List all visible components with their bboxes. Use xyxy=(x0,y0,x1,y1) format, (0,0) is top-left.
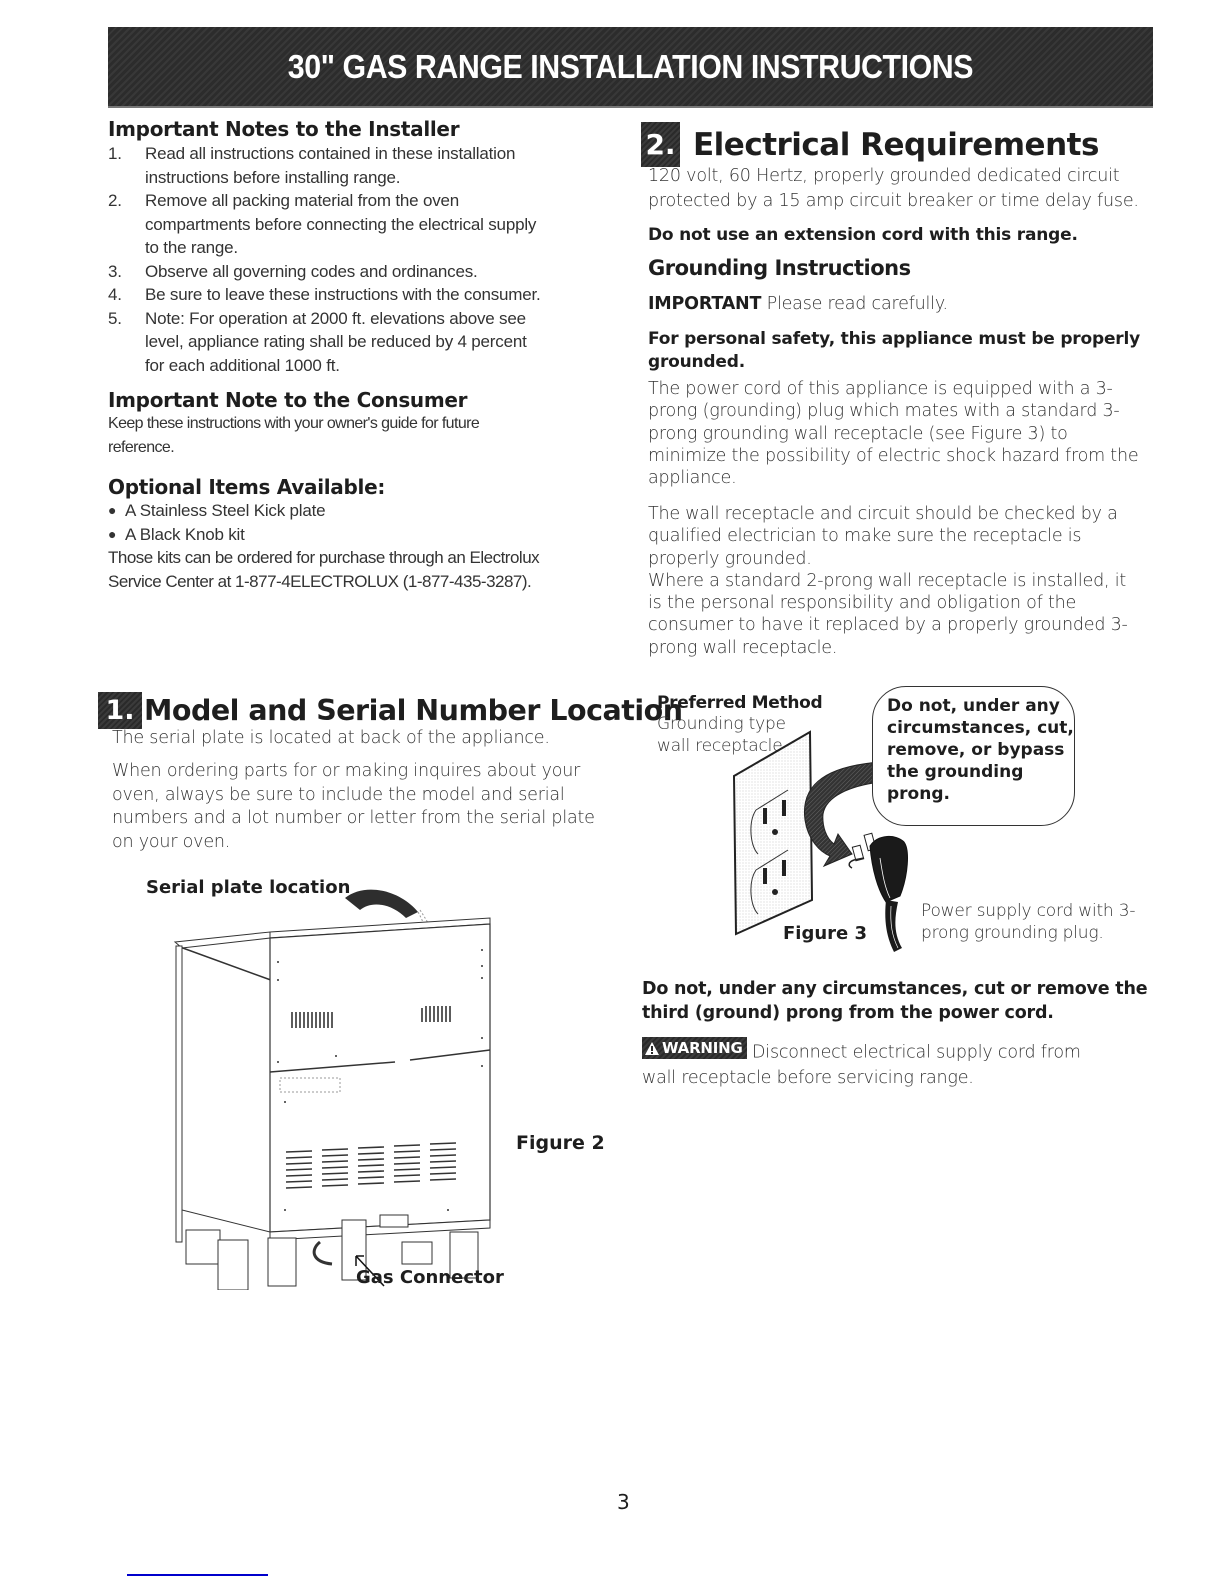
item-text: A Black Knob kit xyxy=(125,524,245,544)
electrical-spec-text xyxy=(648,164,1158,214)
text-line: grounded. xyxy=(648,352,745,372)
item-line: Remove all packing material from the oven xyxy=(145,191,460,210)
item-line: level, appliance rating shall be reduced by 4 percent xyxy=(145,332,527,351)
serial-arrow-icon xyxy=(345,890,418,918)
consumer-note-section xyxy=(108,388,608,460)
item-number: 5. xyxy=(108,308,122,328)
text-line: protected by a 15 amp circuit breaker or time delay fuse. xyxy=(648,191,1139,211)
receptacle-check-text xyxy=(648,503,1168,659)
text-line: is the personal responsibility and obligation of the xyxy=(648,593,1077,614)
page-banner xyxy=(108,27,1153,108)
text-line: prong grounding plug. xyxy=(921,923,1104,943)
text-line: wall receptacle xyxy=(657,736,783,756)
consumer-note-text xyxy=(108,412,608,460)
text-line: Keep these instructions with your owner's guide for future xyxy=(108,415,480,432)
text-line: wall receptacle before servicing range. xyxy=(642,1067,974,1088)
installer-notes-heading: Important Notes to the Installer xyxy=(108,117,460,141)
list-item xyxy=(108,523,618,547)
text-line: prong grounding wall receptacle (see Figure 3) to xyxy=(648,423,1068,444)
important-text: Please read carefully. xyxy=(761,294,948,314)
text-line: Disconnect electrical supply cord from xyxy=(746,1042,1081,1063)
callout-bubble xyxy=(872,686,1075,826)
section-title: Electrical Requirements xyxy=(693,126,1099,163)
text-line: 120 volt, 60 Hertz, properly grounded dedicated circuit xyxy=(648,166,1120,186)
warning-badge xyxy=(642,1037,747,1059)
page-title: 30" GAS RANGE INSTALLATION INSTRUCTIONS xyxy=(287,47,974,85)
text-line: When ordering parts for or making inquires about your xyxy=(112,761,581,781)
page-number: 3 xyxy=(617,1490,630,1514)
list-item xyxy=(108,142,608,189)
prong-warning-text xyxy=(642,977,1162,1025)
item-number: 2. xyxy=(108,191,122,210)
text-line: Grounding type xyxy=(657,714,786,734)
item-text: A Stainless Steel Kick plate xyxy=(125,501,326,520)
text-line: the grounding xyxy=(887,762,1024,782)
item-line: Observe all governing codes and ordinances. xyxy=(145,261,478,281)
text-line: The power cord of this appliance is equipped with a 3- xyxy=(648,379,1113,399)
text-line: properly grounded. xyxy=(648,548,812,569)
item-line: compartments before connecting the electrical supply xyxy=(145,214,537,234)
bullet-icon: ● xyxy=(108,502,117,518)
text-line: Do not, under any xyxy=(887,696,1060,716)
item-number: 4. xyxy=(108,285,122,304)
plug-icon xyxy=(870,836,907,902)
list-item xyxy=(108,307,608,378)
text-line: Power supply cord with 3- xyxy=(921,901,1136,921)
figure-3-caption: Figure 3 xyxy=(783,923,868,944)
important-label: IMPORTANT xyxy=(648,294,762,314)
figure-2-caption: Figure 2 xyxy=(516,1132,605,1154)
text-line: oven, always be sure to include the model and serial xyxy=(112,784,565,805)
text-line: third (ground) prong from the power cord. xyxy=(642,1003,1054,1023)
item-number: 3. xyxy=(108,261,122,281)
serial-plate-text: The serial plate is located at back of the appliance. xyxy=(112,728,550,748)
installer-notes-section xyxy=(108,117,608,377)
consumer-note-heading: Important Note to the Consumer xyxy=(108,388,468,412)
text-line: prong wall receptacle. xyxy=(648,637,838,658)
bullet-icon: ● xyxy=(108,525,117,542)
list-item xyxy=(108,260,608,284)
preferred-method-title: Preferred Method xyxy=(657,693,823,713)
optional-items-heading: Optional Items Available: xyxy=(108,475,386,499)
text-line: Where a standard 2-prong wall receptacle is installed, it xyxy=(648,570,1127,591)
text-line: For personal safety, this appliance must be properly xyxy=(648,329,1140,349)
text-line: Do not, under any circumstances, cut or remove the xyxy=(642,979,1148,999)
item-line: for each additional 1000 ft. xyxy=(145,355,340,375)
text-line: qualified electrician to make sure the receptacle is xyxy=(648,526,1082,547)
text-line: The wall receptacle and circuit should be checked by a xyxy=(648,504,1118,524)
safety-grounded-text xyxy=(648,328,1158,374)
grounding-heading: Grounding Instructions xyxy=(648,256,911,280)
text-line: appliance. xyxy=(648,468,737,489)
optional-items-section xyxy=(108,475,618,593)
item-line: to the range. xyxy=(145,238,238,257)
text-line: on your oven. xyxy=(112,831,231,852)
item-number: 1. xyxy=(108,144,122,163)
section-number-badge: 1. xyxy=(98,692,142,729)
text-line: minimize the possibility of electric shock hazard from the xyxy=(648,445,1139,466)
warning-label: WARNING xyxy=(662,1038,743,1057)
warning-triangle-icon xyxy=(644,1041,660,1056)
text-line: Service Center at 1-877-4ELECTROLUX (1-877-435-3287). xyxy=(108,571,532,591)
text-line: prong (grounding) plug which mates with a standard 3- xyxy=(648,401,1120,422)
text-line: circumstances, cut, xyxy=(887,718,1074,738)
ordering-parts-text xyxy=(112,760,612,854)
warning-block xyxy=(642,1037,1162,1091)
installer-notes-list xyxy=(108,142,608,377)
list-item xyxy=(108,283,608,307)
item-line: Note: For operation at 2000 ft. elevations above see xyxy=(145,308,526,328)
gas-connector-label: Gas Connector xyxy=(356,1267,504,1288)
optional-items-list xyxy=(108,499,618,546)
text-line: remove, or bypass xyxy=(887,740,1065,760)
section-1-heading xyxy=(98,692,682,729)
text-line: reference. xyxy=(108,439,175,456)
power-cord-text xyxy=(648,378,1168,489)
section-title: Model and Serial Number Location xyxy=(144,694,683,727)
link-underline[interactable] xyxy=(127,1574,268,1576)
section-number-badge: 2. xyxy=(641,122,680,167)
section-2-heading xyxy=(641,122,1099,167)
important-note xyxy=(648,293,948,317)
text-line: Those kits can be ordered for purchase through an Electrolux xyxy=(108,548,540,567)
text-line: prong. xyxy=(887,784,950,804)
text-line: numbers and a lot number or letter from the serial plate xyxy=(112,808,595,828)
power-cord-label xyxy=(921,900,1161,944)
order-info-text xyxy=(108,546,618,593)
serial-plate-label: Serial plate location xyxy=(146,877,351,898)
item-line: Be sure to leave these instructions with the consumer. xyxy=(145,285,541,304)
item-line: Read all instructions contained in these installation xyxy=(145,144,516,163)
list-item xyxy=(108,189,608,260)
text-line: consumer to have it replaced by a properly grounded 3- xyxy=(648,615,1128,636)
extension-cord-warning: Do not use an extension cord with this range. xyxy=(648,225,1078,245)
range-back-illustration xyxy=(160,870,500,1290)
list-item xyxy=(108,499,618,523)
callout-text xyxy=(887,695,1074,805)
item-line: instructions before installing range. xyxy=(145,167,401,187)
